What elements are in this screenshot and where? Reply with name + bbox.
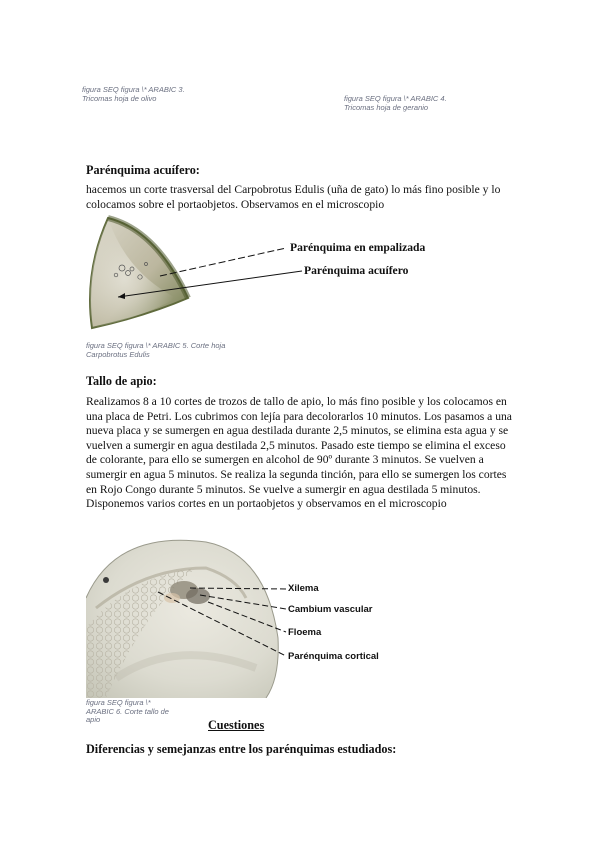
caption-line: figura SEQ figura \* ARABIC 5. Corte hoja <box>86 341 226 350</box>
paragraph-tallo-apio: Realizamos 8 a 10 cortes de trozos de tallo de apio, lo más fino posible y los colocamos en una placa de Petri. Los cubrimos con lejía para decolorarlos 10 minutos. Los pasamos a una nueva placa y se sumergen en agua destilada durante 2,5 minutos, se elimina esta agua y se vuelven a sumergir en agua destilada 2,5 minutos. Pasado este tiempo se elimina el exceso de colorante, para ello se sumergen en alcohol de 90º durante 3 minutos. Se vuelven a sumergir en agua 5 minutos. Se realiza la segunda tinción, para ello se sumergen los cortes en Rojo Congo durante 5 minutos. Se vuelve a sumergir en agua destilada 5 minutos. Disponemos varios cortes en un portaobjetos y observamos en el microscopio <box>86 395 512 511</box>
section-heading-parenquima-acuifero: Parénquima acuífero: <box>86 163 200 177</box>
label-cambium-vascular: Cambium vascular <box>288 604 373 615</box>
caption-line: Tricomas hoja de olivo <box>82 93 157 103</box>
caption-line: figura SEQ figura \* <box>86 698 151 707</box>
caption-line: Carpobrotus Edulis <box>86 349 150 359</box>
section-title-cuestiones: Cuestiones <box>208 718 265 732</box>
subheading-diferencias: Diferencias y semejanzas entre los parénquimas estudiados: <box>86 742 397 756</box>
caption-line: Tricomas hoja de geranio <box>344 102 429 112</box>
caption-line: figura SEQ figura \* ARABIC 3. <box>82 85 185 94</box>
caption-line: apio <box>86 715 101 724</box>
label-parenquima-cortical: Parénquima cortical <box>288 651 379 662</box>
label-parenquima-empalizada: Parénquima en empalizada <box>290 241 426 254</box>
label-floema: Floema <box>288 627 322 638</box>
label-xilema: Xilema <box>288 583 319 594</box>
paragraph-parenquima-acuifero: hacemos un corte trasversal del Carpobrotus Edulis (uña de gato) lo más fino posible y lo colocamos sobre el portaobjetos. Observamos en el microscopio <box>86 183 501 211</box>
caption-line: figura SEQ figura \* ARABIC 4. <box>344 94 447 103</box>
section-heading-tallo-apio: Tallo de apio: <box>86 374 157 388</box>
caption-figure-6 <box>86 699 169 725</box>
caption-line: ARABIC 6. Corte tallo de <box>86 706 169 716</box>
label-parenquima-acuifero: Parénquima acuífero <box>304 264 409 277</box>
